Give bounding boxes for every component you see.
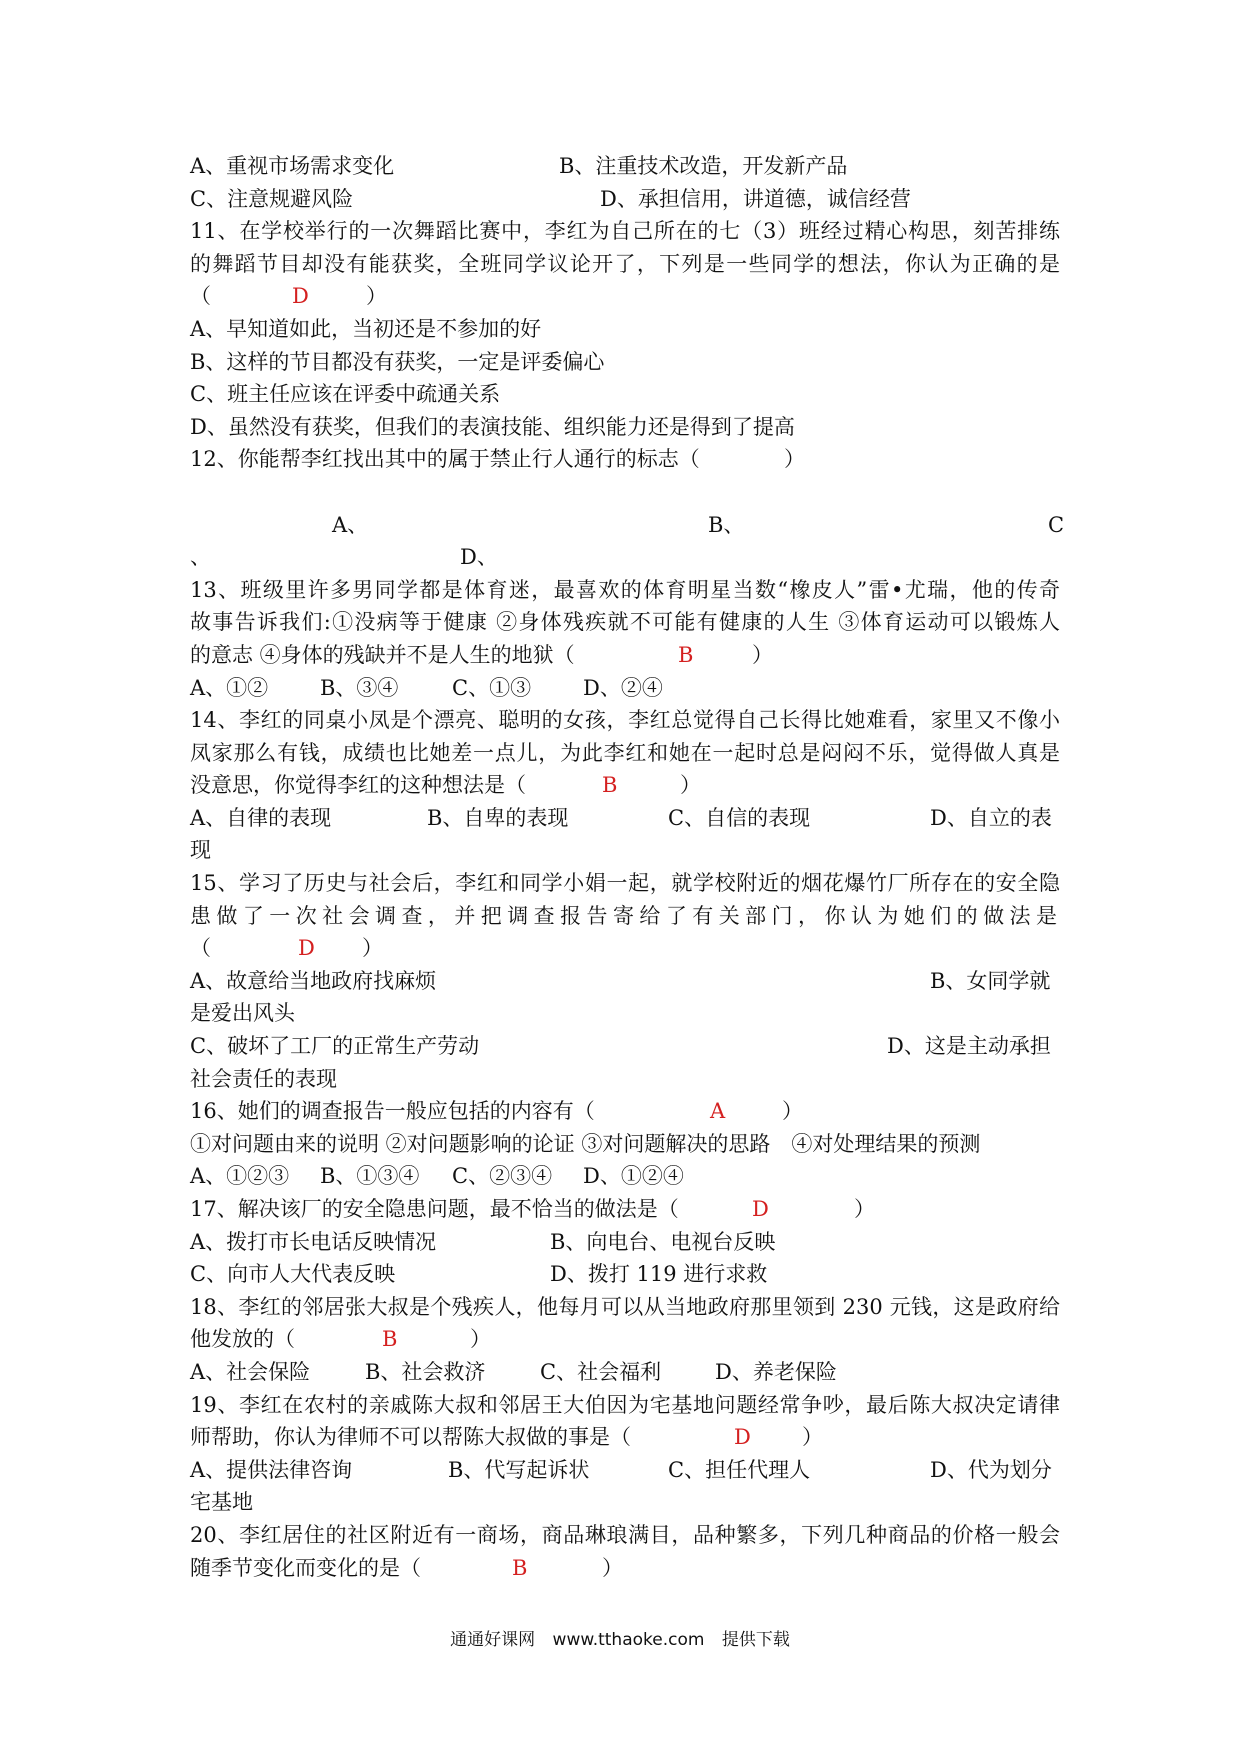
q17-option-d: D、拨打 119 进行求救 (550, 1262, 768, 1287)
q12-close-paren: ） (784, 447, 805, 472)
q14-option-d: D、自立的表 (930, 805, 1052, 830)
q11-option-a: A、早知道如此，当初还是不参加的好 (190, 316, 542, 341)
q20-answer: B (512, 1555, 528, 1580)
q10-options-row-1 (190, 150, 1060, 183)
q13-stem-end: 的意志 ④身体的残缺并不是人生的地狱（ (190, 642, 575, 667)
q20-stem-end: 随季节变化而变化的是（ (190, 1555, 421, 1580)
q13-answer: B (678, 642, 694, 667)
q13-options-row (190, 672, 1060, 705)
q14-stem-line-2: 凤家那么有钱，成绩也比她差一点儿，为此李红和她在一起时总是闷闷不乐，觉得做人真是 (190, 740, 1060, 765)
q16-option-c: C、②③④ (452, 1164, 553, 1189)
q11-option-c: C、班主任应该在评委中疏通关系 (190, 382, 501, 407)
q13-stem-line-1: 13、班级里许多男同学都是体育迷，最喜欢的体育明星当数“橡皮人”雷•尤瑞，他的传奇 (190, 577, 1060, 602)
q17-option-a: A、拨打市长电话反映情况 (190, 1229, 437, 1254)
q11-close-paren: ） (366, 284, 387, 309)
q11-open-paren: （ (190, 284, 211, 309)
q14-answer: B (602, 773, 618, 798)
q15-option-a: A、故意给当地政府找麻烦 (190, 968, 437, 993)
q17-options-row-1 (190, 1226, 1060, 1259)
q17-close-paren: ） (854, 1197, 875, 1221)
q16-stem-line (190, 1095, 1060, 1128)
q12-stem-line (190, 443, 1060, 476)
footer-url[interactable]: www.tthaoke.com (552, 1630, 705, 1650)
q14-option-c: C、自信的表现 (668, 805, 811, 830)
q11-option-b: B、这样的节目都没有获奖，一定是评委偏心 (190, 349, 605, 374)
q14-options-row (190, 802, 1060, 835)
q12-labels-row-2 (190, 541, 1060, 574)
q13-close-paren: ） (752, 642, 773, 667)
q19-option-d: D、代为划分 (930, 1457, 1052, 1482)
q13-option-d: D、②④ (583, 675, 663, 700)
q17-stem-line (190, 1193, 1060, 1226)
q15-option-b: B、女同学就 (930, 968, 1051, 993)
exam-page (190, 150, 1065, 1584)
q20-stem-line-1: 20、李红居住的社区附近有一商场，商品琳琅满目，品种繁多，下列几种商品的价格一般会 (190, 1522, 1060, 1547)
q16-option-a: A、①②③ (190, 1164, 290, 1189)
footer-site-name: 通通好课网 (450, 1630, 536, 1650)
q14-option-b: B、自卑的表现 (427, 805, 569, 830)
q14-stem-end: 没意思，你觉得李红的这种想法是（ (190, 773, 526, 798)
q18-close-paren: ） (470, 1327, 491, 1352)
q12-labels-row-1 (190, 509, 1065, 542)
q17-stem: 17、解决该厂的安全隐患问题，最不恰当的做法是（ (190, 1197, 679, 1221)
q19-close-paren: ） (802, 1425, 823, 1450)
q16-options-row (190, 1160, 1060, 1193)
q17-options-row-2 (190, 1258, 1060, 1291)
q10-option-d: D、承担信用，讲道德，诚信经营 (600, 186, 911, 211)
q15-option-c: C、破坏了工厂的正常生产劳动 (190, 1034, 480, 1059)
q19-option-a: A、提供法律咨询 (190, 1457, 353, 1482)
q17-option-b: B、向电台、电视台反映 (550, 1229, 776, 1254)
q17-option-c: C、向市人大代表反映 (190, 1262, 396, 1287)
q18-option-c: C、社会福利 (540, 1359, 662, 1384)
q19-options-row (190, 1454, 1060, 1487)
q14-close-paren: ） (680, 773, 701, 798)
q15-close-paren: ） (362, 936, 383, 961)
q15-answer: D (298, 936, 315, 961)
q18-options-row (190, 1356, 1060, 1389)
q13-option-b: B、③④ (320, 675, 399, 700)
q18-option-b: B、社会救济 (365, 1359, 486, 1384)
q19-answer: D (734, 1425, 751, 1450)
q18-answer: B (382, 1327, 398, 1352)
q12-label-c-wrap: 、 (190, 545, 211, 570)
footer-note: 提供下载 (721, 1630, 790, 1650)
q15-option-b-wrap: 是爱出风头 (190, 1001, 295, 1026)
q16-statements: ①对问题由来的说明 ②对问题影响的论证 ③对问题解决的思路 ④对处理结果的预测 (190, 1131, 981, 1156)
q16-option-d: D、①②④ (583, 1164, 684, 1189)
q11-answer: D (292, 284, 309, 309)
q16-stem: 16、她们的调查报告一般应包括的内容有（ (190, 1099, 595, 1124)
q11-option-d: D、虽然没有获奖，但我们的表演技能、组织能力还是得到了提高 (190, 414, 795, 439)
q18-stem-line-2 (190, 1323, 1060, 1356)
q15-stem-line-1: 15、学习了历史与社会后，李红和同学小娟一起，就学校附近的烟花爆竹厂所存在的安全隐 (190, 871, 1060, 896)
q15-stem-line-2: 患做了一次社会调查，并把调查报告寄给了有关部门，你认为她们的做法是 (190, 903, 1060, 928)
q18-option-a: A、社会保险 (190, 1359, 311, 1384)
q12-stem: 12、你能帮李红找出其中的属于禁止行人通行的标志（ (190, 447, 700, 472)
q18-stem-end: 他发放的（ (190, 1327, 295, 1352)
q19-option-b: B、代写起诉状 (448, 1457, 590, 1482)
q13-stem-line-3 (190, 639, 1060, 672)
q11-answer-line (190, 280, 1060, 313)
q19-stem-line-1: 19、李红在农村的亲戚陈大叔和邻居王大伯因为宅基地问题经常争吵，最后陈大叔决定请律 (190, 1392, 1060, 1417)
q16-answer: A (710, 1099, 726, 1124)
q10-option-b: B、注重技术改造，开发新产品 (559, 154, 848, 178)
q15-options-row-1 (190, 965, 1060, 998)
q15-open-paren: （ (190, 936, 211, 961)
q19-option-d-wrap: 宅基地 (190, 1490, 253, 1515)
q13-option-a: A、①② (190, 675, 269, 700)
q10-option-c: C、注意规避风险 (190, 186, 354, 211)
q20-close-paren: ） (602, 1555, 623, 1580)
q14-stem-line-1: 14、李红的同桌小凤是个漂亮、聪明的女孩，李红总觉得自己长得比她难看，家里又不像小 (190, 708, 1060, 733)
q17-answer: D (752, 1197, 769, 1221)
q13-option-c: C、①③ (452, 675, 532, 700)
q19-stem-end: 师帮助，你认为律师不可以帮陈大叔做的事是（ (190, 1425, 631, 1450)
q10-options-row-2 (190, 183, 1060, 216)
q10-option-a: A、重视市场需求变化 (190, 154, 395, 178)
q15-option-d: D、这是主动承担 (887, 1034, 1051, 1059)
page-footer (0, 1625, 1240, 1650)
q11-stem-line-2: 的舞蹈节目却没有能获奖，全班同学议论开了，下列是一些同学的想法，你认为正确的是 (190, 251, 1060, 276)
q12-label-d: D、 (460, 545, 498, 570)
q14-option-a: A、自律的表现 (190, 805, 332, 830)
q13-stem-line-2: 故事告诉我们:①没病等于健康 ②身体残疾就不可能有健康的人生 ③体育运动可以锻炼人 (190, 610, 1060, 635)
q19-stem-line-2 (190, 1421, 1060, 1454)
q14-option-d-wrap: 现 (190, 838, 211, 863)
q16-option-b: B、①③④ (320, 1164, 420, 1189)
q16-close-paren: ） (782, 1099, 803, 1124)
q12-label-b: B、 (708, 512, 745, 537)
q20-stem-line-2 (190, 1552, 1060, 1585)
q15-answer-line (190, 932, 1060, 965)
q19-option-c: C、担任代理人 (668, 1457, 811, 1482)
q12-label-a: A、 (332, 512, 369, 537)
q11-stem-line-1: 11、在学校举行的一次舞蹈比赛中，李红为自己所在的七（3）班经过精心构思，刻苦排练 (190, 219, 1060, 244)
q12-blank-line (190, 476, 1060, 509)
q14-stem-line-3 (190, 769, 1060, 802)
q15-option-d-wrap: 社会责任的表现 (190, 1066, 337, 1091)
q18-option-d: D、养老保险 (715, 1359, 837, 1384)
q18-stem-line-1: 18、李红的邻居张大叔是个残疾人，他每月可以从当地政府那里领到 230 元钱，这是政府给 (190, 1294, 1060, 1319)
q15-options-row-2 (190, 1030, 1060, 1063)
q12-label-c: C (1048, 512, 1065, 537)
